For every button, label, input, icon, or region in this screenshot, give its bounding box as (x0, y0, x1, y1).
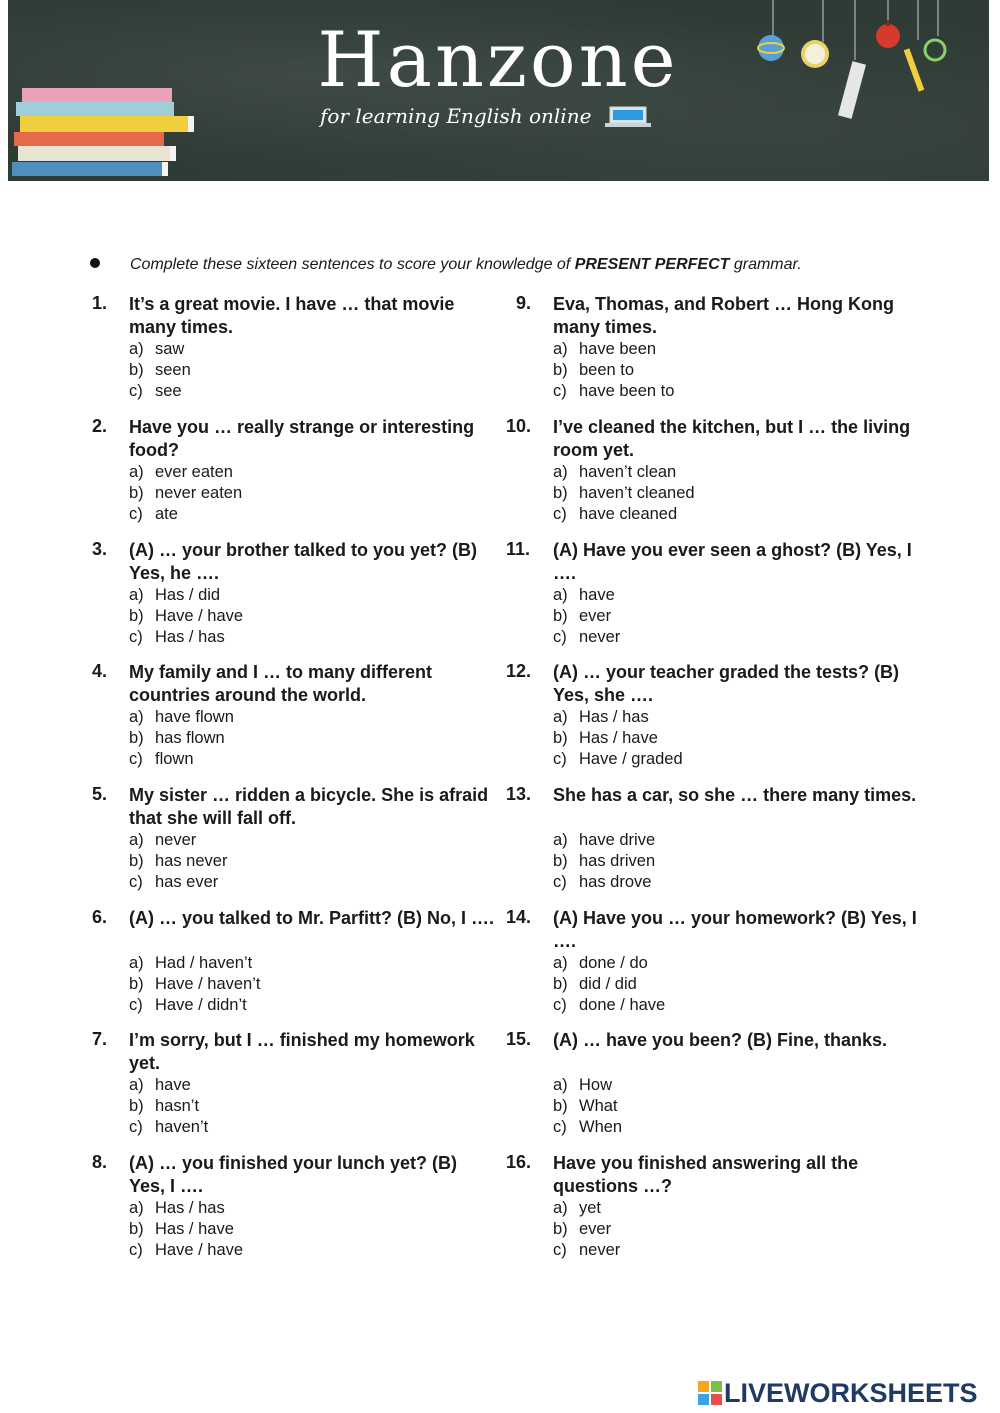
option-a[interactable]: a) Has / has (129, 1199, 225, 1217)
option-list (553, 462, 695, 525)
option-a[interactable]: a) done / do (553, 954, 648, 972)
option-b[interactable]: b) Has / have (129, 1220, 234, 1238)
option-a[interactable]: a) How (553, 1076, 613, 1094)
option-b[interactable]: b) ever (553, 1220, 612, 1238)
option-a[interactable]: a) Has / did (129, 586, 221, 604)
option-a[interactable]: a) Had / haven’t (129, 954, 253, 972)
option-c[interactable]: c) Have / didn’t (129, 996, 247, 1014)
option-list (129, 707, 234, 770)
option-a[interactable]: a) have drive (553, 831, 656, 849)
option-b[interactable]: b) did / did (553, 975, 637, 993)
logo-text: LIVEWORKSHEETS (724, 1378, 978, 1408)
option-b[interactable]: b) Have / have (129, 607, 244, 625)
option-list (129, 1075, 208, 1138)
option-c[interactable]: c) flown (129, 750, 194, 768)
option-b[interactable]: b) been to (553, 361, 635, 379)
option-a[interactable]: a) have been (553, 340, 657, 358)
header-banner (8, 0, 989, 181)
question-number: 10. (506, 416, 532, 436)
option-b[interactable]: b) Have / haven’t (129, 975, 261, 993)
question-number: 2. (92, 416, 108, 436)
option-list (129, 585, 243, 648)
option-list (553, 707, 683, 770)
question-text: (A) … you talked to Mr. Parfitt? (B) No, I …. (129, 908, 495, 928)
option-list (129, 953, 260, 1016)
question-number: 9. (516, 293, 532, 313)
instruction-emphasis: PRESENT PERFECT (574, 256, 730, 273)
option-a[interactable]: a) have (129, 1076, 191, 1094)
hanging-school-icons (743, 0, 988, 120)
option-list (129, 830, 227, 893)
option-c[interactable]: c) ate (129, 505, 178, 523)
question-text: My family and I … to many different countries around the world. (129, 662, 433, 705)
question-number: 1. (92, 293, 108, 313)
option-list (553, 1198, 620, 1261)
option-list (553, 339, 674, 402)
option-b[interactable]: b) What (553, 1097, 618, 1115)
option-c[interactable]: c) When (553, 1118, 623, 1136)
question-number: 8. (92, 1152, 108, 1172)
question-number: 4. (92, 661, 108, 681)
option-a[interactable]: a) saw (129, 340, 185, 358)
question-text: Eva, Thomas, and Robert … Hong Kong many times. (553, 294, 895, 337)
option-b[interactable]: b) Has / have (553, 729, 658, 747)
option-b[interactable]: b) has never (129, 852, 228, 870)
question-text: She has a car, so she … there many times. (553, 785, 917, 805)
question-text: I’ve cleaned the kitchen, but I … the living room yet. (553, 417, 911, 460)
question-number: 5. (92, 784, 108, 804)
option-c[interactable]: c) never (553, 628, 621, 646)
option-b[interactable]: b) ever (553, 607, 612, 625)
option-a[interactable]: a) yet (553, 1199, 602, 1217)
laptop-icon (605, 106, 651, 128)
option-c[interactable]: c) Have / have (129, 1241, 244, 1259)
question-number: 11. (506, 539, 531, 559)
question-text: I’m sorry, but I … finished my homework yet. (129, 1030, 475, 1073)
question-text: (A) Have you ever seen a ghost? (B) Yes, I …. (553, 540, 912, 583)
question-text: (A) … your teacher graded the tests? (B) Yes, she …. (553, 662, 900, 705)
instruction-text: Complete these sixteen sentences to score your knowledge of (130, 256, 575, 273)
bullet-icon (90, 258, 100, 268)
option-c[interactable]: c) have been to (553, 382, 675, 400)
liveworksheets-logo-icon (698, 1381, 722, 1405)
option-a[interactable]: a) have flown (129, 708, 234, 726)
option-list (129, 462, 242, 525)
option-c[interactable]: c) see (129, 382, 182, 400)
option-c[interactable]: c) never (553, 1241, 621, 1259)
option-b[interactable]: b) seen (129, 361, 191, 379)
option-list (553, 585, 620, 648)
option-c[interactable]: c) has ever (129, 873, 219, 891)
option-b[interactable]: b) hasn’t (129, 1097, 200, 1115)
option-a[interactable]: a) Has / has (553, 708, 649, 726)
question-number: 7. (92, 1029, 108, 1049)
question-text: (A) Have you … your homework? (B) Yes, I …. (553, 908, 917, 951)
option-c[interactable]: c) Has / has (129, 628, 225, 646)
option-b[interactable]: b) has driven (553, 852, 656, 870)
option-c[interactable]: c) has drove (553, 873, 652, 891)
option-list (129, 1198, 243, 1261)
instruction-text-end: grammar. (729, 256, 802, 273)
option-b[interactable]: b) never eaten (129, 484, 243, 502)
option-list (553, 953, 665, 1016)
option-list (553, 1075, 622, 1138)
brand-tagline: for learning English online (320, 104, 592, 128)
option-c[interactable]: c) Have / graded (553, 750, 683, 768)
question-number: 3. (92, 539, 108, 559)
brand-title: Hanzone (317, 15, 679, 104)
question-text: (A) … your brother talked to you yet? (B) Yes, he …. (129, 540, 478, 583)
books-icon (8, 80, 198, 180)
question-text: (A) … have you been? (B) Fine, thanks. (553, 1030, 888, 1050)
question-number: 6. (92, 907, 108, 927)
question-text: Have you finished answering all the questions …? (553, 1153, 859, 1196)
question-number: 14. (506, 907, 532, 927)
option-a[interactable]: a) never (129, 831, 197, 849)
question-text: My sister … ridden a bicycle. She is afraid that she will fall off. (129, 785, 489, 828)
question-number: 13. (506, 784, 532, 804)
option-b[interactable]: b) haven’t cleaned (553, 484, 695, 502)
question-number: 16. (506, 1152, 532, 1172)
question-text: It’s a great movie. I have … that movie many times. (129, 294, 455, 337)
option-list (129, 339, 191, 402)
instruction-line (90, 256, 950, 274)
question-text: Have you … really strange or interesting food? (129, 417, 475, 460)
liveworksheets-logo (698, 1378, 978, 1408)
option-a[interactable]: a) ever eaten (129, 463, 233, 481)
option-c[interactable]: c) done / have (553, 996, 666, 1014)
option-b[interactable]: b) has flown (129, 729, 225, 747)
option-a[interactable]: a) haven’t clean (553, 463, 677, 481)
option-list (553, 830, 655, 893)
option-c[interactable]: c) have cleaned (553, 505, 678, 523)
option-a[interactable]: a) have (553, 586, 615, 604)
question-number: 12. (506, 661, 532, 681)
question-number: 15. (506, 1029, 532, 1049)
option-c[interactable]: c) haven’t (129, 1118, 209, 1136)
question-text: (A) … you finished your lunch yet? (B) Yes, I …. (129, 1153, 457, 1196)
